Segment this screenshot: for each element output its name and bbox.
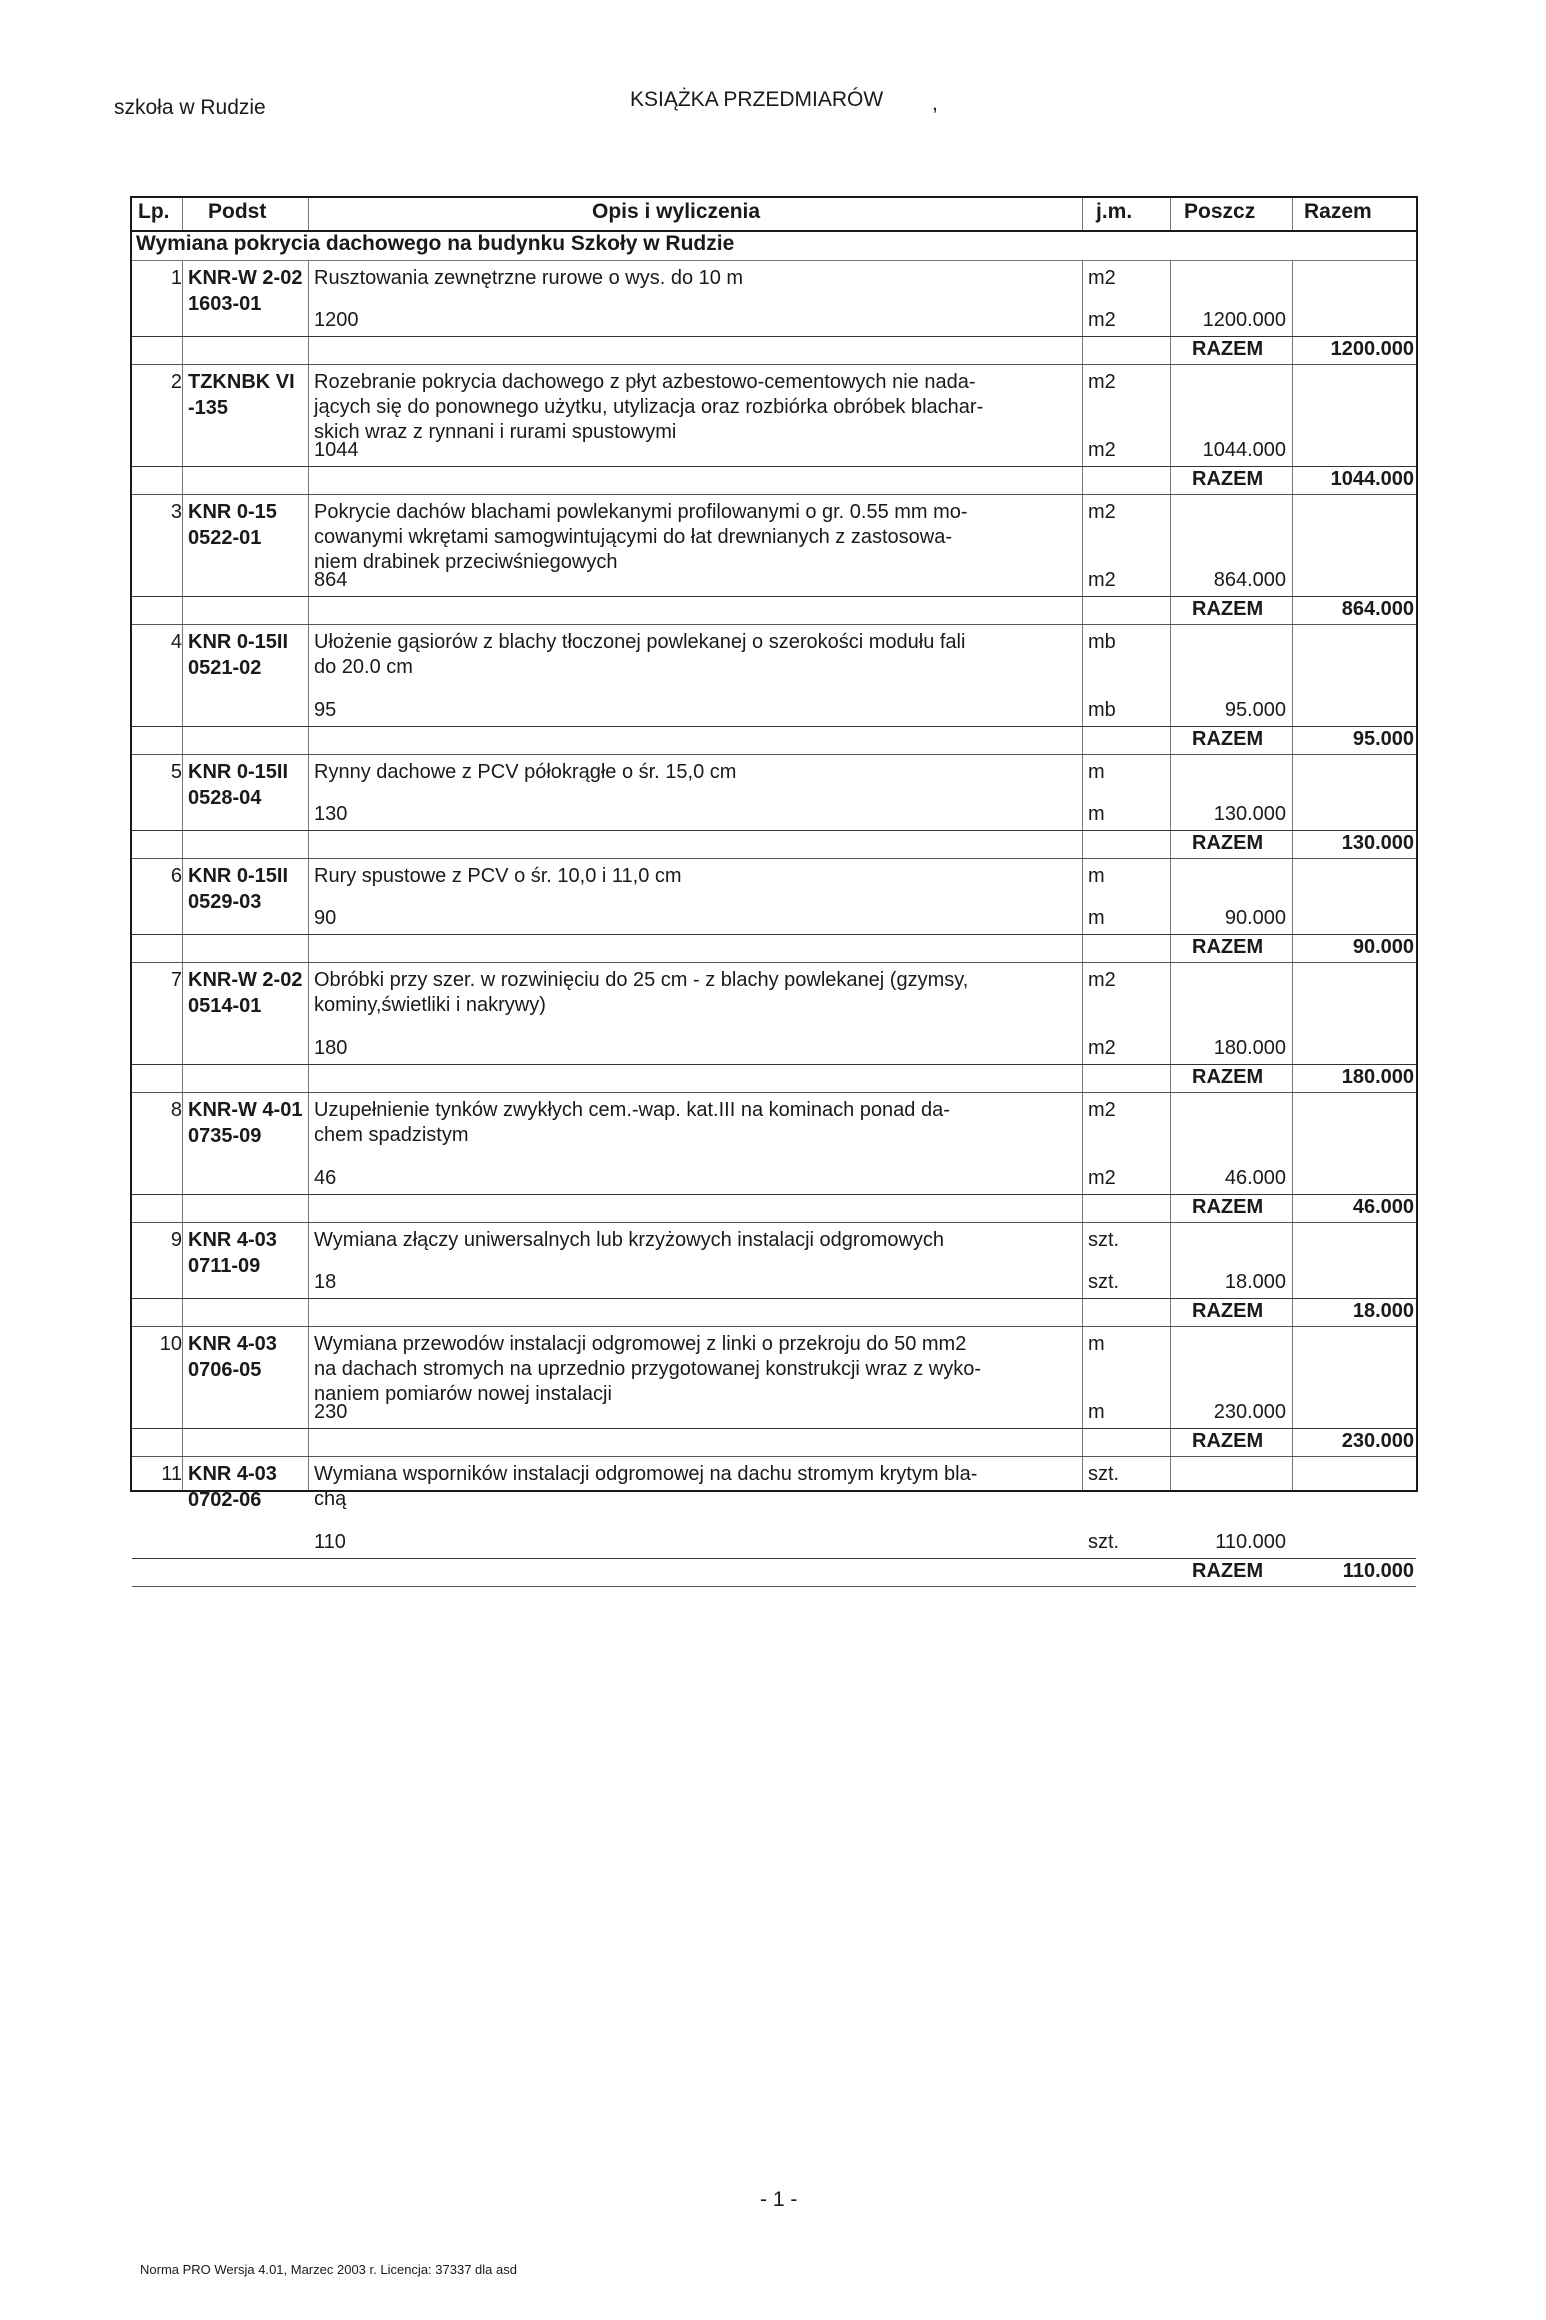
row-razem-label: RAZEM bbox=[1192, 1300, 1264, 1322]
row-razem-label: RAZEM bbox=[1192, 468, 1264, 490]
row-unit: m2 bbox=[1088, 501, 1116, 523]
row-poszcz: 95.000 bbox=[1224, 699, 1286, 721]
row-lp: 4 bbox=[170, 631, 182, 653]
row-code-sub: 0522-01 bbox=[188, 527, 262, 549]
row-desc-line: Uzupełnienie tynków zwykłych cem.-wap. kat.III na kominach ponad da- bbox=[314, 1099, 950, 1121]
row-desc-line: Pokrycie dachów blachami powlekanymi profilowanymi o gr. 0.55 mm mo- bbox=[314, 501, 968, 523]
row-poszcz: 1044.000 bbox=[1202, 439, 1286, 461]
row-razem-value: 180.000 bbox=[1341, 1066, 1414, 1088]
row-lp: 1 bbox=[170, 267, 182, 289]
row-code: KNR 4-03 bbox=[188, 1333, 277, 1355]
row-calc: 90 bbox=[314, 907, 337, 929]
table-row bbox=[132, 624, 1416, 755]
row-razem-label: RAZEM bbox=[1192, 598, 1264, 620]
table-row bbox=[132, 364, 1416, 495]
row-poszcz: 90.000 bbox=[1224, 907, 1286, 929]
row-code: KNR 0-15II bbox=[188, 631, 289, 653]
row-desc-line: Wymiana złączy uniwersalnych lub krzyżowych instalacji odgromowych bbox=[314, 1229, 945, 1251]
row-lp: 6 bbox=[170, 865, 182, 887]
row-lp: 7 bbox=[170, 969, 182, 991]
row-desc-line: Obróbki przy szer. w rozwinięciu do 25 cm - z blachy powlekanej (gzymsy, bbox=[314, 969, 969, 991]
row-calc: 18 bbox=[314, 1271, 337, 1293]
row-poszcz: 230.000 bbox=[1213, 1401, 1286, 1423]
table-row bbox=[132, 494, 1416, 625]
row-razem-label: RAZEM bbox=[1192, 338, 1264, 360]
row-razem-value: 230.000 bbox=[1341, 1430, 1414, 1452]
row-calc: 1044 bbox=[314, 439, 359, 461]
row-razem-value: 1044.000 bbox=[1330, 468, 1414, 490]
row-code: KNR-W 2-02 bbox=[188, 969, 303, 991]
row-poszcz: 110.000 bbox=[1215, 1531, 1286, 1553]
row-code: KNR 0-15II bbox=[188, 865, 289, 887]
row-unit: m2 bbox=[1088, 1099, 1116, 1121]
header-mark: , bbox=[932, 92, 938, 115]
row-unit: m bbox=[1088, 761, 1105, 783]
row-code: KNR 0-15 bbox=[188, 501, 277, 523]
row-razem-value: 46.000 bbox=[1352, 1196, 1414, 1218]
row-unit-calc: szt. bbox=[1088, 1271, 1120, 1293]
table-row bbox=[132, 754, 1416, 859]
row-unit: mb bbox=[1088, 631, 1116, 653]
row-desc-line: Wymiana wsporników instalacji odgromowej na dachu stromym krytym bla- bbox=[314, 1463, 978, 1485]
row-code-sub: 0514-01 bbox=[188, 995, 262, 1017]
row-razem-value: 110.000 bbox=[1342, 1560, 1414, 1582]
row-poszcz: 18.000 bbox=[1224, 1271, 1286, 1293]
row-unit-calc: m2 bbox=[1088, 569, 1116, 591]
row-razem-value: 95.000 bbox=[1352, 728, 1414, 750]
row-unit-calc: mb bbox=[1088, 699, 1116, 721]
row-lp: 5 bbox=[170, 761, 182, 783]
row-unit-calc: m bbox=[1088, 803, 1105, 825]
row-desc-line: niem drabinek przeciwśniegowych bbox=[314, 551, 618, 573]
row-razem-label: RAZEM bbox=[1192, 1430, 1264, 1452]
row-desc-line: Rozebranie pokrycia dachowego z płyt azbestowo-cementowych nie nada- bbox=[314, 371, 976, 393]
table-row bbox=[132, 1092, 1416, 1223]
row-calc: 46 bbox=[314, 1167, 337, 1189]
row-code-sub: 0702-06 bbox=[188, 1489, 262, 1511]
row-desc-line: Rury spustowe z PCV o śr. 10,0 i 11,0 cm bbox=[314, 865, 682, 887]
row-unit: m2 bbox=[1088, 969, 1116, 991]
row-code: KNR-W 2-02 bbox=[188, 267, 303, 289]
przedmiar-table bbox=[130, 196, 1418, 1582]
row-unit: szt. bbox=[1088, 1463, 1120, 1485]
row-calc: 1200 bbox=[314, 309, 359, 331]
row-code: KNR 4-03 bbox=[188, 1229, 277, 1251]
row-razem-value: 130.000 bbox=[1341, 832, 1414, 854]
table-row bbox=[132, 1222, 1416, 1327]
row-code: KNR 0-15II bbox=[188, 761, 289, 783]
row-desc-line: skich wraz z rynnani i rurami spustowymi bbox=[314, 421, 677, 443]
row-desc-line: cowanymi wkrętami samogwintującymi do łat drewnianych z zastosowa- bbox=[314, 526, 953, 548]
table-row bbox=[132, 858, 1416, 963]
row-poszcz: 864.000 bbox=[1213, 569, 1286, 591]
table-row bbox=[132, 1326, 1416, 1457]
table-row bbox=[132, 260, 1416, 365]
header-left: szkoła w Rudzie bbox=[114, 96, 266, 119]
row-desc-line: naniem pomiarów nowej instalacji bbox=[314, 1383, 612, 1405]
row-razem-value: 1200.000 bbox=[1330, 338, 1414, 360]
row-unit-calc: m2 bbox=[1088, 309, 1116, 331]
col-header-jm: j.m. bbox=[1096, 200, 1133, 223]
row-lp: 3 bbox=[170, 501, 182, 523]
row-code-sub: 1603-01 bbox=[188, 293, 262, 315]
row-lp: 8 bbox=[170, 1099, 182, 1121]
row-calc: 180 bbox=[314, 1037, 348, 1059]
row-desc-line: chem spadzistym bbox=[314, 1124, 469, 1146]
row-desc-line: Ułożenie gąsiorów z blachy tłoczonej powlekanej o szerokości modułu fali bbox=[314, 631, 966, 653]
col-header-opis: Opis i wyliczenia bbox=[592, 200, 761, 223]
row-code-sub: 0521-02 bbox=[188, 657, 262, 679]
row-poszcz: 1200.000 bbox=[1202, 309, 1286, 331]
row-unit: szt. bbox=[1088, 1229, 1120, 1251]
row-unit: m bbox=[1088, 865, 1105, 887]
row-unit: m2 bbox=[1088, 371, 1116, 393]
table-row bbox=[132, 1456, 1416, 1587]
row-code-sub: 0735-09 bbox=[188, 1125, 262, 1147]
row-code-sub: 0706-05 bbox=[188, 1359, 262, 1381]
row-lp: 10 bbox=[159, 1333, 182, 1355]
row-unit: m bbox=[1088, 1333, 1105, 1355]
row-unit-calc: m2 bbox=[1088, 1037, 1116, 1059]
row-razem-value: 864.000 bbox=[1341, 598, 1414, 620]
col-header-podst: Podst bbox=[208, 200, 267, 223]
row-razem-label: RAZEM bbox=[1192, 728, 1264, 750]
row-razem-label: RAZEM bbox=[1192, 1066, 1264, 1088]
row-desc-line: chą bbox=[314, 1488, 347, 1510]
row-unit-calc: szt. bbox=[1088, 1531, 1120, 1553]
row-razem-label: RAZEM bbox=[1192, 1196, 1264, 1218]
row-calc: 864 bbox=[314, 569, 348, 591]
table-row bbox=[132, 962, 1416, 1093]
footer-norma: Norma PRO Wersja 4.01, Marzec 2003 r. Licencja: 37337 dla asd bbox=[140, 2262, 517, 2277]
row-code-sub: 0529-03 bbox=[188, 891, 262, 913]
row-calc: 110 bbox=[314, 1531, 346, 1553]
row-lp: 11 bbox=[161, 1463, 182, 1485]
row-calc: 230 bbox=[314, 1401, 348, 1423]
row-unit-calc: m2 bbox=[1088, 439, 1116, 461]
row-razem-label: RAZEM bbox=[1192, 936, 1264, 958]
page-number: - 1 - bbox=[760, 2188, 798, 2211]
row-lp: 9 bbox=[170, 1229, 182, 1251]
row-code-sub: 0711-09 bbox=[188, 1255, 261, 1277]
row-desc-line: Wymiana przewodów instalacji odgromowej z linki o przekroju do 50 mm2 bbox=[314, 1333, 967, 1355]
row-unit-calc: m bbox=[1088, 907, 1105, 929]
row-poszcz: 46.000 bbox=[1224, 1167, 1286, 1189]
row-code-sub: 0528-04 bbox=[188, 787, 262, 809]
row-lp: 2 bbox=[170, 371, 182, 393]
section-title: Wymiana pokrycia dachowego na budynku Szkoły w Rudzie bbox=[132, 232, 1416, 261]
row-calc: 95 bbox=[314, 699, 337, 721]
row-razem-label: RAZEM bbox=[1192, 1560, 1264, 1582]
row-razem-value: 18.000 bbox=[1352, 1300, 1414, 1322]
row-desc-line: Rusztowania zewnętrzne rurowe o wys. do 10 m bbox=[314, 267, 744, 289]
row-unit: m2 bbox=[1088, 267, 1116, 289]
row-desc-line: Rynny dachowe z PCV półokrągłe o śr. 15,0 cm bbox=[314, 761, 737, 783]
col-header-razem: Razem bbox=[1304, 200, 1372, 223]
row-unit-calc: m2 bbox=[1088, 1167, 1116, 1189]
row-poszcz: 130.000 bbox=[1213, 803, 1286, 825]
table-header-row bbox=[132, 198, 1416, 232]
row-code: KNR-W 4-01 bbox=[188, 1099, 303, 1121]
row-calc: 130 bbox=[314, 803, 348, 825]
row-razem-value: 90.000 bbox=[1352, 936, 1414, 958]
row-code: KNR 4-03 bbox=[188, 1463, 277, 1485]
document-title: KSIĄŻKA PRZEDMIARÓW bbox=[630, 88, 884, 111]
row-code: TZKNBK VI bbox=[188, 371, 295, 393]
row-unit-calc: m bbox=[1088, 1401, 1105, 1423]
row-desc-line: kominy,świetliki i nakrywy) bbox=[314, 994, 546, 1016]
row-razem-label: RAZEM bbox=[1192, 832, 1264, 854]
row-desc-line: na dachach stromych na uprzednio przygotowanej konstrukcji wraz z wyko- bbox=[314, 1358, 981, 1380]
row-poszcz: 180.000 bbox=[1213, 1037, 1286, 1059]
col-header-poszcz: Poszcz bbox=[1184, 200, 1256, 223]
row-desc-line: do 20.0 cm bbox=[314, 656, 413, 678]
row-code-sub: -135 bbox=[188, 397, 229, 419]
row-desc-line: jących się do ponownego użytku, utylizacja oraz rozbiórka obróbek blachar- bbox=[314, 396, 984, 418]
col-header-lp: Lp. bbox=[138, 200, 170, 223]
